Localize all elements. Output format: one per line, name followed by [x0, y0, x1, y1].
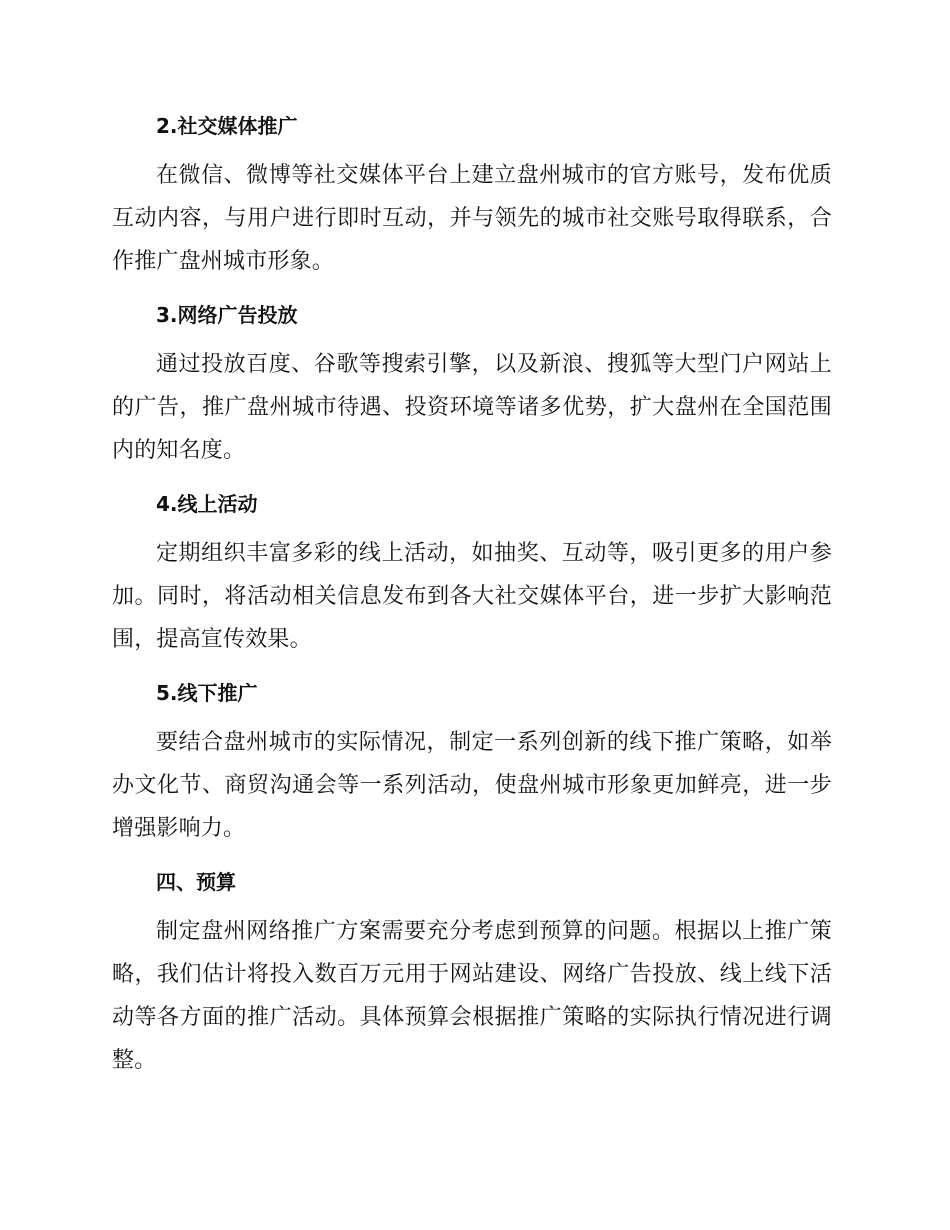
section-heading: 5.线下推广: [156, 681, 258, 705]
section-paragraph: 在微信、微博等社交媒体平台上建立盘州城市的官方账号，发布优质互动内容，与用户进行即时互动，并与领先的城市社交账号取得联系，合作推广盘州城市形象。: [112, 163, 832, 274]
document-page: [112, 104, 832, 1086]
section-heading: 3.网络广告投放: [156, 303, 298, 327]
section-paragraph: 通过投放百度、谷歌等搜索引擎，以及新浪、搜狐等大型门户网站上的广告，推广盘州城市待遇、投资环境等诸多优势，扩大盘州在全国范围内的知名度。: [112, 352, 832, 463]
section-heading: 4.线上活动: [156, 492, 258, 516]
section-paragraph: 定期组织丰富多彩的线上活动，如抽奖、互动等，吸引更多的用户参加。同时，将活动相关信息发布到各大社交媒体平台，进一步扩大影响范围，提高宣传效果。: [112, 541, 832, 652]
section-heading: 2.社交媒体推广: [156, 114, 298, 138]
section-online-ads: [112, 293, 832, 472]
section-online-events: [112, 482, 832, 661]
section-heading: 四、预算: [156, 870, 236, 894]
section-paragraph: 要结合盘州城市的实际情况，制定一系列创新的线下推广策略，如举办文化节、商贸沟通会等一系列活动，使盘州城市形象更加鲜亮，进一步增强影响力。: [112, 730, 832, 841]
section-offline-promotion: [112, 671, 832, 850]
section-paragraph: 制定盘州网络推广方案需要充分考虑到预算的问题。根据以上推广策略，我们估计将投入数百万元用于网站建设、网络广告投放、线上线下活动等各方面的推广活动。具体预算会根据推广策略的实际执行情况进行调整。: [112, 919, 832, 1073]
section-social-media: [112, 104, 832, 283]
section-budget: [112, 860, 832, 1082]
